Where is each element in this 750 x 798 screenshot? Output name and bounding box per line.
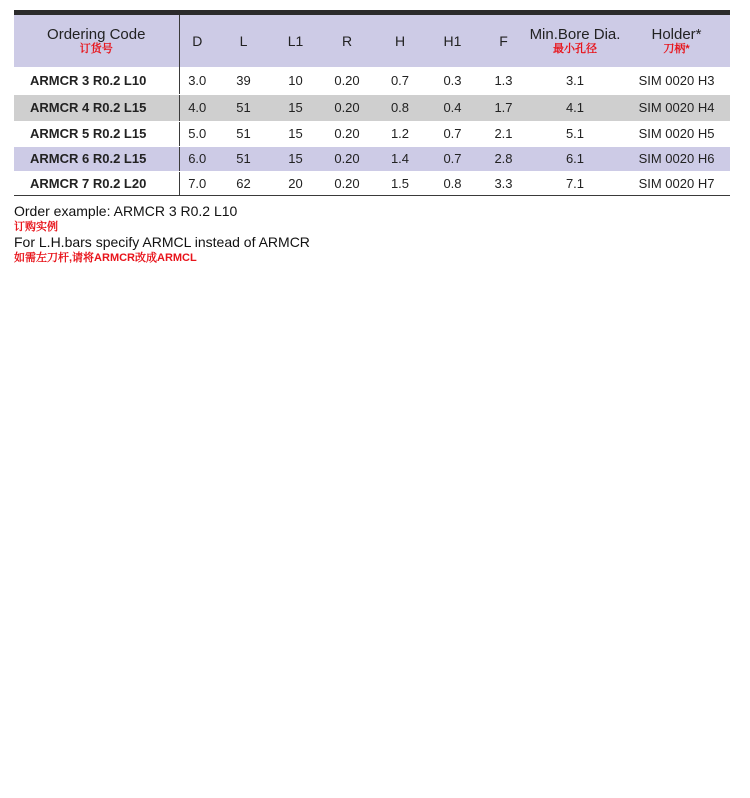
table-row — [14, 67, 730, 94]
r-cell: 0.20 — [319, 67, 375, 94]
header-r — [319, 15, 375, 67]
l-cell: 62 — [215, 171, 272, 195]
header-label: H — [394, 33, 406, 49]
lh-bars-note: For L.H.bars specify ARMCL instead of ARMCR — [14, 234, 310, 250]
header-label: R — [341, 33, 353, 49]
l1-cell: 15 — [272, 121, 319, 146]
f-cell: 2.8 — [480, 146, 527, 171]
f-cell: 1.7 — [480, 94, 527, 121]
order-example-text-zh: 订购实例 — [14, 221, 58, 233]
f-cell: 1.3 — [480, 67, 527, 94]
ordering-code-cell: ARMCR 7 R0.2 L20 — [14, 171, 179, 195]
spec-table — [14, 15, 730, 196]
header-d — [179, 15, 215, 67]
min-bore-cell: 5.1 — [527, 121, 623, 146]
header-label: D — [192, 33, 203, 49]
r-cell: 0.20 — [319, 121, 375, 146]
l-cell: 51 — [215, 94, 272, 121]
h-cell: 0.7 — [375, 67, 425, 94]
holder-cell: SIM 0020 H6 — [623, 146, 730, 171]
order-example-text: Order example: ARMCR 3 R0.2 L10 — [14, 203, 238, 219]
table-header-row — [14, 15, 730, 67]
l1-cell: 10 — [272, 67, 319, 94]
table-row — [14, 146, 730, 171]
spec-sheet — [14, 10, 730, 196]
min-bore-cell: 3.1 — [527, 67, 623, 94]
header-l — [215, 15, 272, 67]
holder-cell: SIM 0020 H7 — [623, 171, 730, 195]
l-cell: 39 — [215, 67, 272, 94]
d-cell: 3.0 — [179, 67, 215, 94]
r-cell: 0.20 — [319, 146, 375, 171]
d-cell: 5.0 — [179, 121, 215, 146]
header-holder — [623, 15, 730, 67]
header-label: F — [499, 33, 508, 49]
header-label-zh: 最小孔径 — [553, 42, 597, 55]
header-label: L — [239, 33, 248, 49]
header-l1 — [272, 15, 319, 67]
holder-cell: SIM 0020 H5 — [623, 121, 730, 146]
table-row — [14, 121, 730, 146]
d-cell: 7.0 — [179, 171, 215, 195]
f-cell: 2.1 — [480, 121, 527, 146]
holder-cell: SIM 0020 H3 — [623, 67, 730, 94]
table-row — [14, 171, 730, 195]
h1-cell: 0.8 — [425, 171, 480, 195]
header-label: L1 — [287, 33, 304, 49]
lh-bars-note-zh: 如需左刀杆,请将ARMCR改成ARMCL — [14, 252, 197, 264]
d-cell: 4.0 — [179, 94, 215, 121]
r-cell: 0.20 — [319, 94, 375, 121]
header-h1 — [425, 15, 480, 67]
h-cell: 1.5 — [375, 171, 425, 195]
d-cell: 6.0 — [179, 146, 215, 171]
l1-cell: 15 — [272, 94, 319, 121]
l-cell: 51 — [215, 146, 272, 171]
header-min-bore-dia — [527, 15, 623, 67]
min-bore-cell: 6.1 — [527, 146, 623, 171]
l1-cell: 15 — [272, 146, 319, 171]
table-row — [14, 94, 730, 121]
h1-cell: 0.7 — [425, 121, 480, 146]
h-cell: 1.4 — [375, 146, 425, 171]
header-label: Ordering Code — [47, 25, 146, 43]
header-label-zh: 刀柄* — [663, 42, 690, 55]
header-label-zh: 订货号 — [79, 42, 113, 55]
ordering-code-cell: ARMCR 4 R0.2 L15 — [14, 94, 179, 121]
min-bore-cell: 7.1 — [527, 171, 623, 195]
ordering-code-cell: ARMCR 3 R0.2 L10 — [14, 67, 179, 94]
l1-cell: 20 — [272, 171, 319, 195]
h-cell: 1.2 — [375, 121, 425, 146]
header-label: Min.Bore Dia. — [529, 25, 621, 43]
ordering-code-cell: ARMCR 6 R0.2 L15 — [14, 146, 179, 171]
header-f — [480, 15, 527, 67]
notes — [14, 203, 310, 265]
l-cell: 51 — [215, 121, 272, 146]
header-label: H1 — [443, 33, 462, 49]
r-cell: 0.20 — [319, 171, 375, 195]
header-h — [375, 15, 425, 67]
h-cell: 0.8 — [375, 94, 425, 121]
header-ordering-code — [14, 15, 179, 67]
min-bore-cell: 4.1 — [527, 94, 623, 121]
ordering-code-cell: ARMCR 5 R0.2 L15 — [14, 121, 179, 146]
h1-cell: 0.4 — [425, 94, 480, 121]
h1-cell: 0.7 — [425, 146, 480, 171]
header-label: Holder* — [651, 25, 702, 43]
h1-cell: 0.3 — [425, 67, 480, 94]
holder-cell: SIM 0020 H4 — [623, 94, 730, 121]
f-cell: 3.3 — [480, 171, 527, 195]
